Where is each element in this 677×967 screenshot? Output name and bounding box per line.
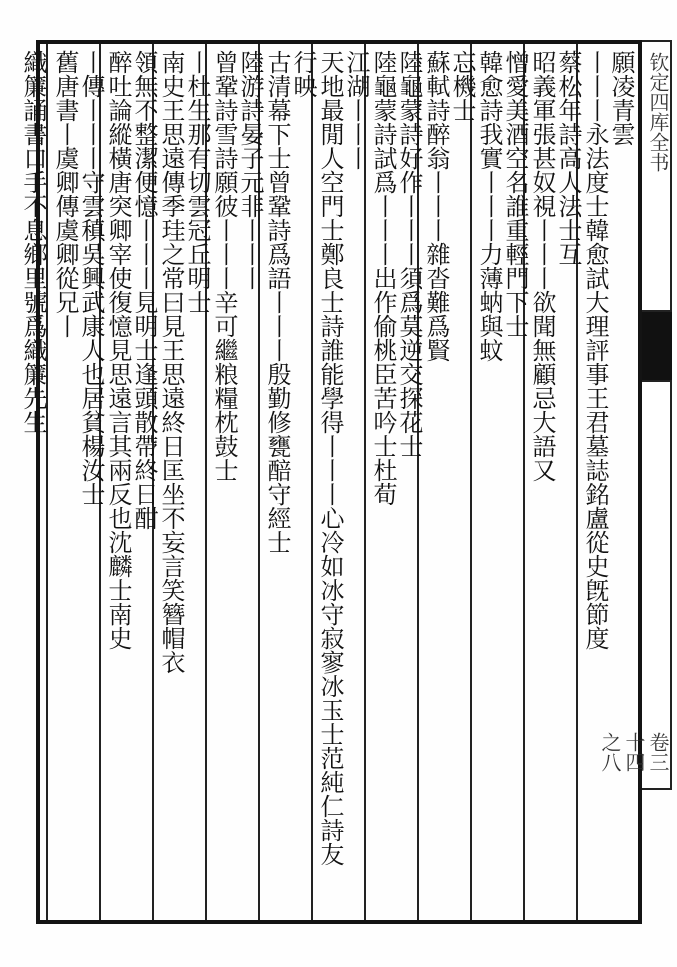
column-main-text: 丨杜生那有切雲冠丘明士 <box>183 50 211 314</box>
margin-volume-label: 卷三十四之八 <box>598 732 670 772</box>
column-secondary-text: 舊唐書丨虞卿傳虞卿從兄丨 <box>51 50 79 338</box>
text-column-10 <box>103 50 159 920</box>
column-main-text: 願凌青雲 <box>607 50 635 146</box>
text-column-8 <box>209 50 265 920</box>
column-secondary-text: 蘇軾詩醉翁丨丨丨雜沓難爲賢 <box>422 50 450 362</box>
column-secondary-text: 韓愈詩我實丨丨丨力薄蚋與蚊 <box>475 50 503 362</box>
text-column-3 <box>474 50 530 920</box>
column-secondary-text: 丨丨丨永法度士韓愈試大理評事王君墓誌銘盧從史旣節度 <box>581 50 609 650</box>
text-column-4 <box>421 50 477 920</box>
column-main-text: 忘機士 <box>448 50 476 122</box>
margin-volume-box <box>598 380 672 790</box>
column-secondary-text: 陸龜蒙詩試爲丨丨丨出作偷桃臣苦吟士杜荀 <box>369 50 397 506</box>
column-main-text: 織簾誦書口手不息鄉里號爲織簾先生 <box>19 50 47 434</box>
column-main-text: 領無不整潔便憶丨丨丨見明士逢頭散帶終日酣 <box>130 50 158 530</box>
column-secondary-text: 昭義軍張甚奴視丨丨丨欲聞無顧忌大語又 <box>528 50 556 482</box>
column-main-text: 行映 <box>289 50 317 98</box>
column-secondary-text: 曾鞏詩雪詩願彼丨丨丨辛可繼粮糧枕鼓士 <box>210 50 238 482</box>
column-main-text: 蔡松年詩高人法士互 <box>554 50 582 266</box>
column-main-text: 陸龜蒙詩好作丨丨丨須爲莫逆交探花士 <box>395 50 423 458</box>
text-column-7 <box>262 50 318 920</box>
column-main-text: 丨傳丨丨丨守雲稹吳興武康人也居貧楊汝士 <box>77 50 105 506</box>
column-secondary-text: 南史王思遠傳季珪之常曰見王思遠終日匡坐不妄言笑簪帽衣 <box>157 50 185 674</box>
column-secondary-text: 古清幕下士曾鞏詩爲語丨丨丨殷勤修甕醅守經士 <box>263 50 291 554</box>
text-column-1 <box>580 50 636 920</box>
column-main-text: 陸游詩晏子元非丨丨丨 <box>236 50 264 290</box>
margin-book-title: 钦定四库全书 <box>646 52 670 172</box>
text-column-12 <box>19 50 48 920</box>
margin-title-box <box>642 40 672 312</box>
text-column-6 <box>315 50 371 920</box>
column-main-text: 江湖丨丨丨 <box>342 50 370 170</box>
column-secondary-text: 醉吐論縱橫唐突卿宰使復憶見思遠言其兩反也沈麟士南史 <box>104 50 132 650</box>
text-column-9 <box>156 50 212 920</box>
column-secondary-text: 天地最閒人空門士鄭良士詩誰能學得丨丨丨心冷如冰守寂寥冰玉士范純仁詩友 <box>316 50 344 866</box>
text-column-11 <box>50 50 106 920</box>
text-column-2 <box>527 50 583 920</box>
fish-tail-mark <box>642 312 672 380</box>
column-main-text: 憎愛美酒空名誰重輕門下士 <box>501 50 529 338</box>
text-column-5 <box>368 50 424 920</box>
